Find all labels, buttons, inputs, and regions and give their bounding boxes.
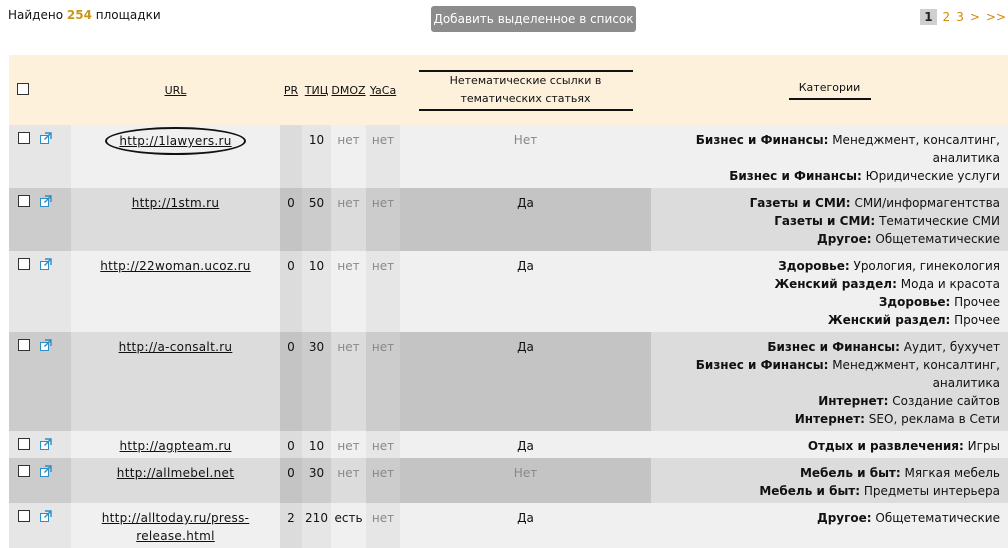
category-sub: Создание сайтов xyxy=(892,394,1000,408)
pr-value: 2 xyxy=(280,503,302,548)
category-sub: Менеджмент, консалтинг, аналитика xyxy=(832,358,1000,390)
row-url-cell xyxy=(71,332,280,431)
site-url-text: http://1lawyers.ru xyxy=(119,134,232,148)
category-sub: Прочее xyxy=(954,295,1000,309)
row-checkbox-cell[interactable] xyxy=(9,503,36,548)
category-line xyxy=(653,311,1000,329)
header-url-link[interactable]: URL xyxy=(164,83,187,97)
sites-table xyxy=(9,55,1008,548)
tic-value: 210 xyxy=(302,503,331,548)
tic-value: 30 xyxy=(302,332,331,431)
row-icon-cell[interactable] xyxy=(36,251,71,332)
select-all-checkbox[interactable] xyxy=(17,83,29,95)
external-link-icon[interactable] xyxy=(40,131,52,143)
categories-cell xyxy=(651,188,1008,251)
nonthematic-value: Да xyxy=(400,188,651,251)
category-sub: Юридические услуги xyxy=(865,169,1000,183)
nonthematic-value: Да xyxy=(400,431,651,458)
site-url-link[interactable] xyxy=(120,439,232,453)
site-url-link[interactable] xyxy=(105,127,245,155)
nonthematic-value: Да xyxy=(400,332,651,431)
header-pr[interactable] xyxy=(280,55,302,125)
yaca-value: нет xyxy=(366,458,400,503)
row-icon-cell[interactable] xyxy=(36,458,71,503)
header-select-all[interactable] xyxy=(9,55,36,125)
category-sub: Менеджмент, консалтинг, аналитика xyxy=(832,133,1000,165)
yaca-value: нет xyxy=(366,332,400,431)
header-categories[interactable] xyxy=(651,55,1008,125)
tic-value: 50 xyxy=(302,188,331,251)
categories-cell xyxy=(651,431,1008,458)
category-group: Интернет: xyxy=(794,412,865,426)
external-link-icon[interactable] xyxy=(40,464,52,476)
header-tic[interactable] xyxy=(302,55,331,125)
header-pr-link[interactable]: PR xyxy=(283,83,299,97)
yaca-value: нет xyxy=(366,251,400,332)
table-row xyxy=(9,503,1008,548)
category-line xyxy=(653,509,1000,527)
category-line xyxy=(653,338,1000,356)
found-count: 254 xyxy=(66,8,92,22)
external-link-icon[interactable] xyxy=(40,194,52,206)
category-group: Женский раздел: xyxy=(774,277,897,291)
category-sub: Тематические СМИ xyxy=(879,214,1000,228)
row-checkbox[interactable] xyxy=(18,339,30,351)
row-checkbox[interactable] xyxy=(18,132,30,144)
category-line xyxy=(653,194,1000,212)
table-row xyxy=(9,431,1008,458)
row-url-cell xyxy=(71,188,280,251)
category-line xyxy=(653,167,1000,185)
header-nonthematic-title[interactable]: Нетематические ссылки в тематических статьях xyxy=(419,70,633,111)
site-url-text: http://a-consalt.ru xyxy=(118,340,233,354)
category-group: Отдых и развлечения: xyxy=(807,439,964,453)
pr-value: 0 xyxy=(280,188,302,251)
header-categories-title[interactable]: Категории xyxy=(789,81,871,100)
category-group: Мебель и быт: xyxy=(799,466,901,480)
page-next[interactable]: > xyxy=(969,10,980,24)
page-link-2[interactable]: 2 xyxy=(942,10,951,24)
row-checkbox-cell[interactable] xyxy=(9,332,36,431)
category-sub: Предметы интерьера xyxy=(863,484,1000,498)
pr-value xyxy=(280,125,302,188)
external-link-icon[interactable] xyxy=(40,257,52,269)
header-icon xyxy=(36,55,71,125)
category-line xyxy=(653,230,1000,248)
row-url-cell xyxy=(71,431,280,458)
category-line xyxy=(653,356,1000,392)
add-selected-button[interactable]: Добавить выделенное в список xyxy=(431,6,636,32)
category-group: Газеты и СМИ: xyxy=(774,214,876,228)
found-summary xyxy=(8,8,161,22)
row-checkbox-cell[interactable] xyxy=(9,431,36,458)
header-yaca-link[interactable]: YaCa xyxy=(369,83,397,97)
header-nonthematic[interactable] xyxy=(400,55,651,125)
yaca-value: нет xyxy=(366,431,400,458)
site-url-link[interactable] xyxy=(117,466,234,480)
category-sub: Аудит, бухучет xyxy=(903,340,1000,354)
category-group: Бизнес и Финансы: xyxy=(695,133,829,147)
site-url-link[interactable] xyxy=(119,340,233,354)
table-row xyxy=(9,332,1008,431)
row-checkbox[interactable] xyxy=(18,195,30,207)
yaca-value: нет xyxy=(366,503,400,548)
category-line xyxy=(653,482,1000,500)
header-yaca[interactable] xyxy=(366,55,400,125)
site-url-text: http://agpteam.ru xyxy=(119,439,232,453)
row-checkbox[interactable] xyxy=(18,465,30,477)
dmoz-value: нет xyxy=(331,332,366,431)
site-url-text-cont: release.html xyxy=(136,529,215,543)
header-dmoz[interactable] xyxy=(331,55,366,125)
nonthematic-value: Да xyxy=(400,251,651,332)
row-icon-cell[interactable] xyxy=(36,503,71,548)
pr-value: 0 xyxy=(280,431,302,458)
found-suffix: площадки xyxy=(95,8,161,22)
nonthematic-value: Да xyxy=(400,503,651,548)
site-url-text: http://22woman.ucoz.ru xyxy=(100,259,251,273)
dmoz-value: нет xyxy=(331,251,366,332)
table-row xyxy=(9,458,1008,503)
nonthematic-value: Нет xyxy=(400,125,651,188)
category-line xyxy=(653,392,1000,410)
header-url[interactable] xyxy=(71,55,280,125)
page-current: 1 xyxy=(920,9,936,25)
dmoz-value: нет xyxy=(331,458,366,503)
nonthematic-value: Нет xyxy=(400,458,651,503)
category-sub: Мягкая мебель xyxy=(904,466,1000,480)
category-group: Другое: xyxy=(817,511,872,525)
category-group: Интернет: xyxy=(818,394,889,408)
found-prefix: Найдено xyxy=(8,8,64,22)
site-url-text: http://alltoday.ru/press- xyxy=(101,511,250,525)
row-checkbox[interactable] xyxy=(18,510,30,522)
row-checkbox[interactable] xyxy=(18,258,30,270)
external-link-icon[interactable] xyxy=(40,509,52,521)
category-line xyxy=(653,212,1000,230)
site-url-link[interactable] xyxy=(100,259,250,273)
category-group: Бизнес и Финансы: xyxy=(695,358,829,372)
row-url-cell xyxy=(71,503,280,548)
category-group: Бизнес и Финансы: xyxy=(729,169,862,183)
site-url-text: http://allmebel.net xyxy=(116,466,235,480)
page-link-3[interactable]: 3 xyxy=(956,10,964,24)
row-checkbox-cell[interactable] xyxy=(9,188,36,251)
pr-value: 0 xyxy=(280,332,302,431)
row-icon-cell[interactable] xyxy=(36,431,71,458)
row-url-cell xyxy=(71,125,280,188)
yaca-value: нет xyxy=(366,125,400,188)
row-checkbox-cell[interactable] xyxy=(9,251,36,332)
dmoz-value: нет xyxy=(331,125,366,188)
tic-value: 30 xyxy=(302,458,331,503)
category-line xyxy=(653,437,1000,455)
category-line xyxy=(653,131,1000,167)
tic-value: 10 xyxy=(302,125,331,188)
category-line xyxy=(653,275,1000,293)
pr-value: 0 xyxy=(280,251,302,332)
category-sub: Урология, гинекология xyxy=(853,259,1000,273)
table-row xyxy=(9,125,1008,188)
site-url-link[interactable] xyxy=(132,196,220,210)
row-checkbox-cell[interactable] xyxy=(9,125,36,188)
yaca-value: нет xyxy=(366,188,400,251)
category-group: Здоровье: xyxy=(878,295,951,309)
site-url-link[interactable] xyxy=(102,511,250,543)
row-checkbox-cell[interactable] xyxy=(9,458,36,503)
tic-value: 10 xyxy=(302,251,331,332)
category-line xyxy=(653,410,1000,428)
external-link-icon[interactable] xyxy=(40,338,52,350)
category-group: Здоровье: xyxy=(778,259,850,273)
row-icon-cell[interactable] xyxy=(36,188,71,251)
category-group: Бизнес и Финансы: xyxy=(767,340,900,354)
categories-cell xyxy=(651,125,1008,188)
pr-value: 0 xyxy=(280,458,302,503)
categories-cell xyxy=(651,332,1008,431)
header-tic-link[interactable]: ТИЦ xyxy=(304,83,329,97)
external-link-icon[interactable] xyxy=(40,437,52,449)
row-icon-cell[interactable] xyxy=(36,332,71,431)
category-sub: SEO, реклама в Сети xyxy=(868,412,1000,426)
dmoz-value: есть xyxy=(331,503,366,548)
dmoz-value: нет xyxy=(331,188,366,251)
table-row xyxy=(9,251,1008,332)
tic-value: 10 xyxy=(302,431,331,458)
row-url-cell xyxy=(71,251,280,332)
category-group: Мебель и быт: xyxy=(759,484,861,498)
categories-cell xyxy=(651,503,1008,548)
table-row xyxy=(9,188,1008,251)
category-sub: Игры xyxy=(967,439,1000,453)
category-group: Газеты и СМИ: xyxy=(749,196,851,210)
site-url-text: http://1stm.ru xyxy=(131,196,220,210)
categories-cell xyxy=(651,458,1008,503)
pagination xyxy=(920,9,1006,25)
dmoz-value: нет xyxy=(331,431,366,458)
category-line xyxy=(653,257,1000,275)
header-dmoz-link[interactable]: DMOZ xyxy=(331,83,366,97)
page-last[interactable]: >> xyxy=(985,10,1006,24)
categories-cell xyxy=(651,251,1008,332)
table-header xyxy=(9,55,1008,125)
row-checkbox[interactable] xyxy=(18,438,30,450)
category-line xyxy=(653,464,1000,482)
category-line xyxy=(653,293,1000,311)
category-sub: Общетематические xyxy=(875,232,1000,246)
category-sub: Общетематические xyxy=(875,511,1000,525)
row-url-cell xyxy=(71,458,280,503)
category-group: Другое: xyxy=(817,232,872,246)
category-group: Женский раздел: xyxy=(827,313,951,327)
category-sub: Мода и красота xyxy=(900,277,1000,291)
category-sub: Прочее xyxy=(954,313,1000,327)
row-icon-cell[interactable] xyxy=(36,125,71,188)
category-sub: СМИ/информагентства xyxy=(854,196,1000,210)
